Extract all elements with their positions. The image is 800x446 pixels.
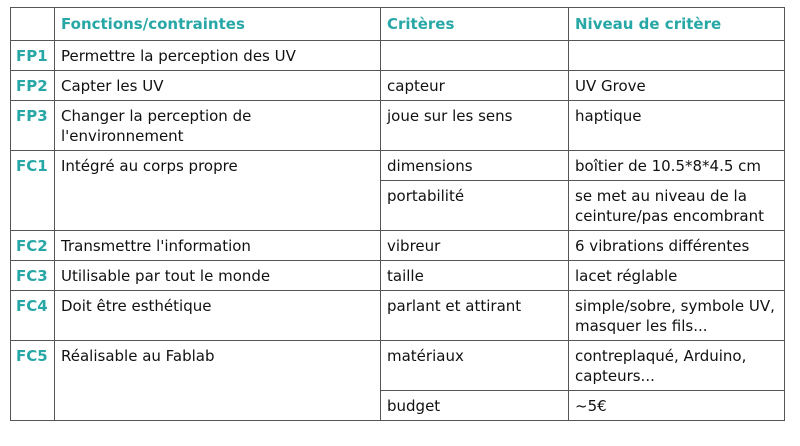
row-level: 6 vibrations différentes	[569, 231, 785, 261]
table-row	[11, 151, 785, 181]
row-function: Capter les UV	[55, 71, 381, 101]
row-function: Réalisable au Fablab	[55, 341, 381, 421]
row-function: Utilisable par tout le monde	[55, 261, 381, 291]
row-criteria: budget	[381, 391, 569, 421]
row-code: FC1	[11, 151, 55, 231]
table-row	[11, 261, 785, 291]
requirements-table-container	[10, 7, 785, 421]
row-function: Intégré au corps propre	[55, 151, 381, 231]
row-level: haptique	[569, 101, 785, 151]
table-row	[11, 41, 785, 71]
row-level: UV Grove	[569, 71, 785, 101]
row-code: FC5	[11, 341, 55, 421]
row-level: ~5€	[569, 391, 785, 421]
table-row	[11, 101, 785, 151]
table-row	[11, 231, 785, 261]
row-criteria: matériaux	[381, 341, 569, 391]
row-code: FC3	[11, 261, 55, 291]
row-code: FP1	[11, 41, 55, 71]
row-function: Changer la perception de l'environnement	[55, 101, 381, 151]
row-criteria: capteur	[381, 71, 569, 101]
table-row	[11, 341, 785, 391]
row-criteria: joue sur les sens	[381, 101, 569, 151]
table-row	[11, 291, 785, 341]
row-level: boîtier de 10.5*8*4.5 cm	[569, 151, 785, 181]
row-criteria: vibreur	[381, 231, 569, 261]
row-function: Permettre la perception des UV	[55, 41, 381, 71]
row-criteria: dimensions	[381, 151, 569, 181]
row-function: Transmettre l'information	[55, 231, 381, 261]
table-header-row	[11, 8, 785, 41]
row-code: FC4	[11, 291, 55, 341]
row-level: simple/sobre, symbole UV, masquer les fils...	[569, 291, 785, 341]
requirements-table	[10, 7, 785, 421]
row-code: FP3	[11, 101, 55, 151]
row-criteria	[381, 41, 569, 71]
table-row	[11, 71, 785, 101]
header-level: Niveau de critère	[569, 8, 785, 41]
row-level: se met au niveau de la ceinture/pas encombrant	[569, 181, 785, 231]
row-criteria: portabilité	[381, 181, 569, 231]
row-level: contreplaqué, Arduino, capteurs...	[569, 341, 785, 391]
header-code	[11, 8, 55, 41]
row-criteria: parlant et attirant	[381, 291, 569, 341]
row-code: FP2	[11, 71, 55, 101]
row-function: Doit être esthétique	[55, 291, 381, 341]
row-level: lacet réglable	[569, 261, 785, 291]
row-code: FC2	[11, 231, 55, 261]
header-function: Fonctions/contraintes	[55, 8, 381, 41]
row-criteria: taille	[381, 261, 569, 291]
header-criteria: Critères	[381, 8, 569, 41]
row-level	[569, 41, 785, 71]
